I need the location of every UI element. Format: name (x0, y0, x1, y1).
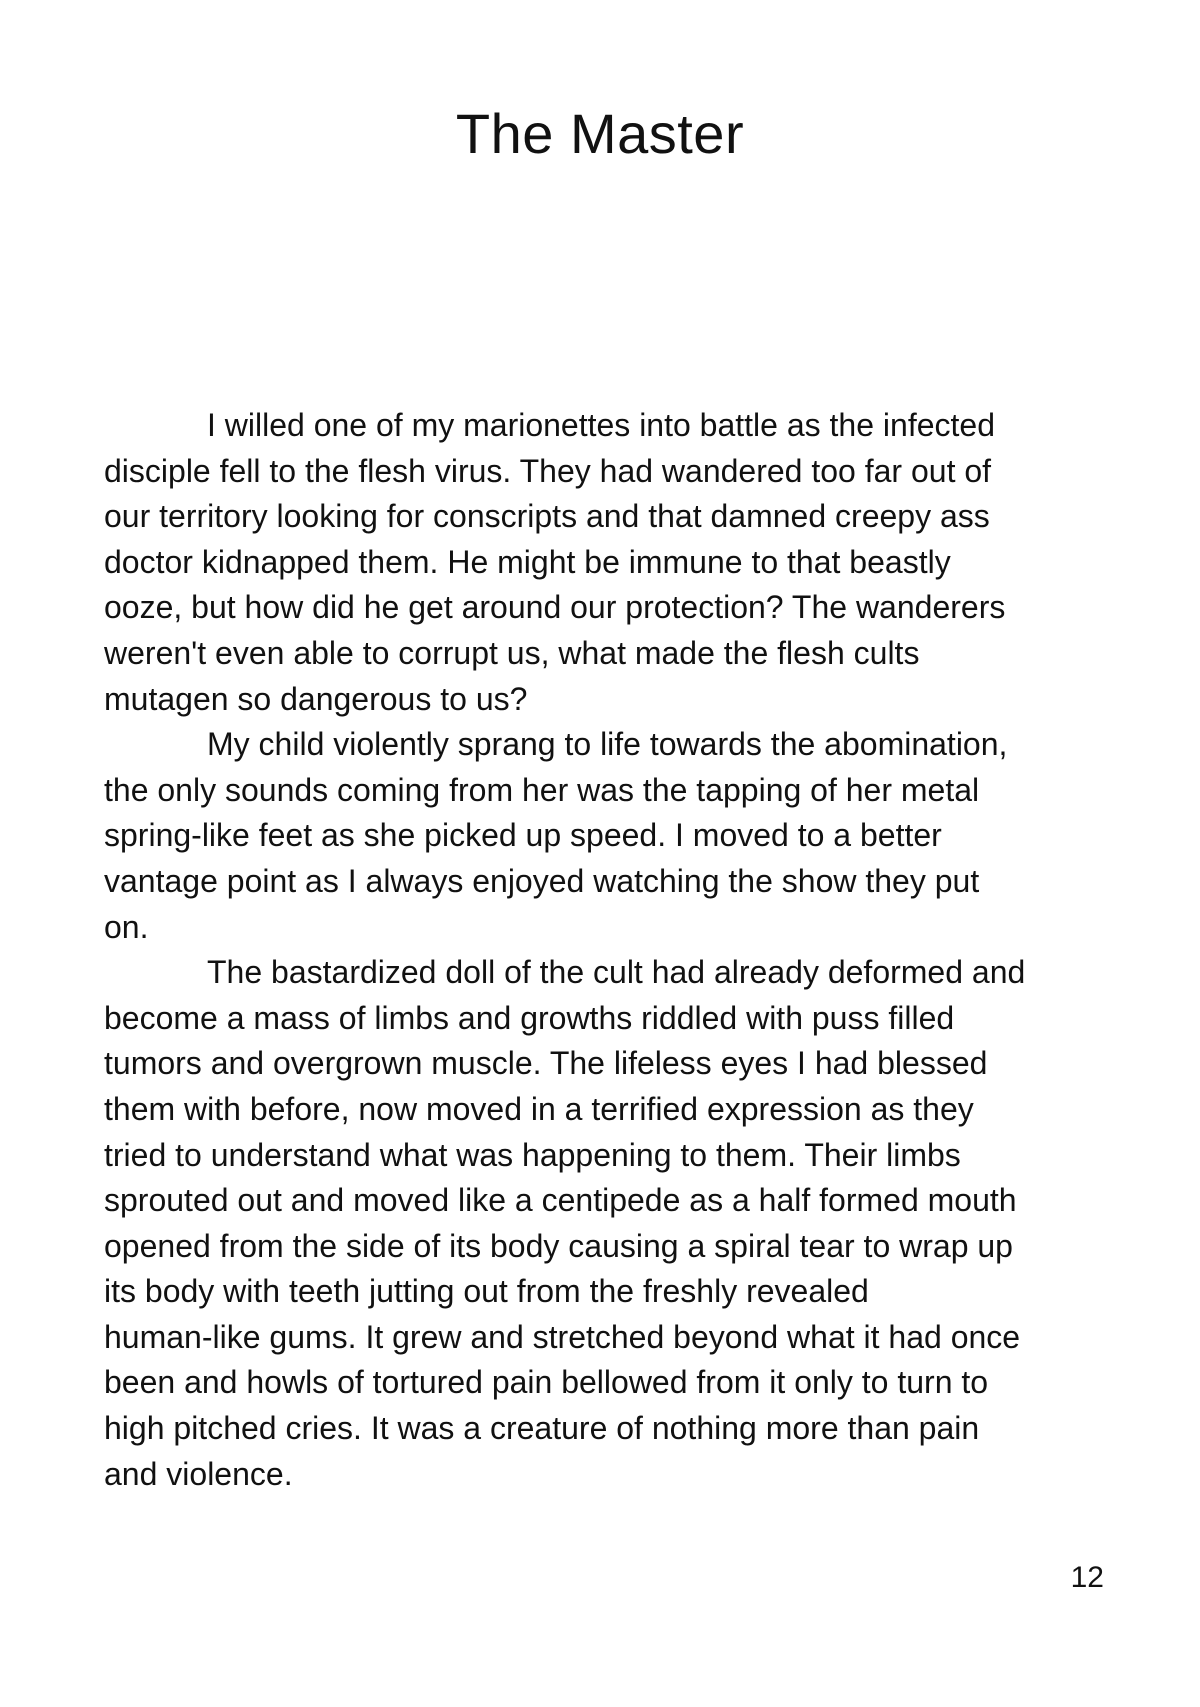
text-line: vantage point as I always enjoyed watching the show they put (104, 862, 980, 899)
text-line: the only sounds coming from her was the tapping of her metal (104, 771, 980, 808)
text-line: its body with teeth jutting out from the freshly revealed (104, 1273, 869, 1310)
text-line: doctor kidnapped them. He might be immune to that beastly (104, 543, 951, 580)
text-line: our territory looking for conscripts and that damned creepy ass (104, 498, 990, 535)
paragraph-3 (104, 950, 1104, 1497)
text-line: on. (104, 908, 149, 945)
paragraph-1 (104, 403, 1104, 722)
text-line: weren't even able to corrupt us, what made the flesh cults (104, 634, 920, 671)
text-line: opened from the side of its body causing a spiral tear to wrap up (104, 1227, 1013, 1264)
text-line: human-like gums. It grew and stretched beyond what it had once (104, 1318, 1021, 1355)
text-line: I willed one of my marionettes into battle as the infected (207, 407, 995, 443)
text-line: them with before, now moved in a terrified expression as they (104, 1090, 974, 1127)
text-line: sprouted out and moved like a centipede as a half formed mouth (104, 1182, 1017, 1219)
page-number: 12 (1070, 1561, 1104, 1594)
text-line: disciple fell to the flesh virus. They had wandered too far out of (104, 452, 992, 489)
text-line: ooze, but how did he get around our protection? The wanderers (104, 589, 1006, 626)
body-text (104, 403, 1104, 1497)
text-line: tried to understand what was happening to them. Their limbs (104, 1136, 961, 1173)
text-line: My child violently sprang to life towards the abomination, (207, 726, 1008, 763)
paragraph-2 (104, 722, 1104, 950)
page-title: The Master (455, 102, 745, 165)
text-line: mutagen so dangerous to us? (104, 680, 528, 717)
text-line: become a mass of limbs and growths riddled with puss filled (104, 999, 955, 1036)
text-line: The bastardized doll of the cult had already deformed and (207, 954, 1026, 991)
text-line: spring-like feet as she picked up speed. I moved to a better (104, 817, 942, 854)
text-line: and violence. (104, 1455, 293, 1492)
text-line: high pitched cries. It was a creature of nothing more than pain (104, 1410, 980, 1447)
text-line: tumors and overgrown muscle. The lifeless eyes I had blessed (104, 1045, 988, 1082)
text-line: been and howls of tortured pain bellowed from it only to turn to (104, 1364, 989, 1401)
